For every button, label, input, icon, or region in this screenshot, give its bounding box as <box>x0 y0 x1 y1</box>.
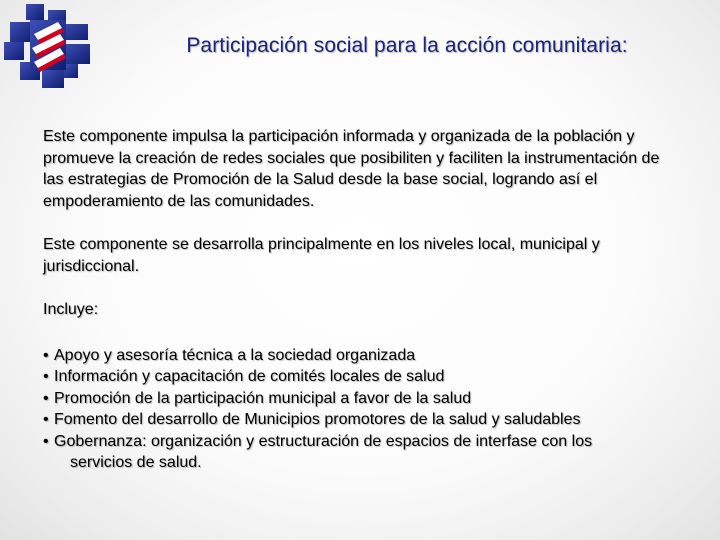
list-item <box>43 409 683 431</box>
slide-title: Participación social para la acción comunitaria: <box>186 34 628 57</box>
includes-label: Incluye: <box>43 301 99 318</box>
institution-logo-icon <box>4 4 92 90</box>
list-item <box>43 345 683 367</box>
list-item-text: Gobernanza: organización y estructuración de espacios de interfase con los <box>54 432 593 450</box>
slide-body <box>43 126 683 474</box>
bullet-icon: • <box>43 389 49 407</box>
bullet-icon: • <box>43 411 49 428</box>
list-item-text: Promoción de la participación municipal a favor de la salud <box>54 389 472 407</box>
levels-paragraph: Este componente se desarrolla principalmente en los niveles local, municipal y jurisdiccional. <box>43 236 600 275</box>
list-item <box>43 388 683 410</box>
includes-list <box>43 345 683 474</box>
list-item-text: Apoyo y asesoría técnica a la sociedad organizada <box>54 346 416 364</box>
bullet-icon: • <box>43 346 49 364</box>
list-item <box>43 431 683 474</box>
list-item-continuation: servicios de salud. <box>70 454 202 471</box>
list-item <box>43 366 683 388</box>
intro-paragraph: Este componente impulsa la participación informada y organizada de la población y promueve la creación de redes sociales que posibiliten y faciliten la instrumentación de las estrategias de Promoción de la Salud desde la base social, logrando así el empoderamiento de las comunidades. <box>43 128 660 210</box>
bullet-icon: • <box>43 432 49 450</box>
bullet-icon: • <box>43 368 49 385</box>
list-item-text: Información y capacitación de comités locales de salud <box>54 368 445 385</box>
list-item-text: Fomento del desarrollo de Municipios promotores de la salud y saludables <box>54 411 581 428</box>
